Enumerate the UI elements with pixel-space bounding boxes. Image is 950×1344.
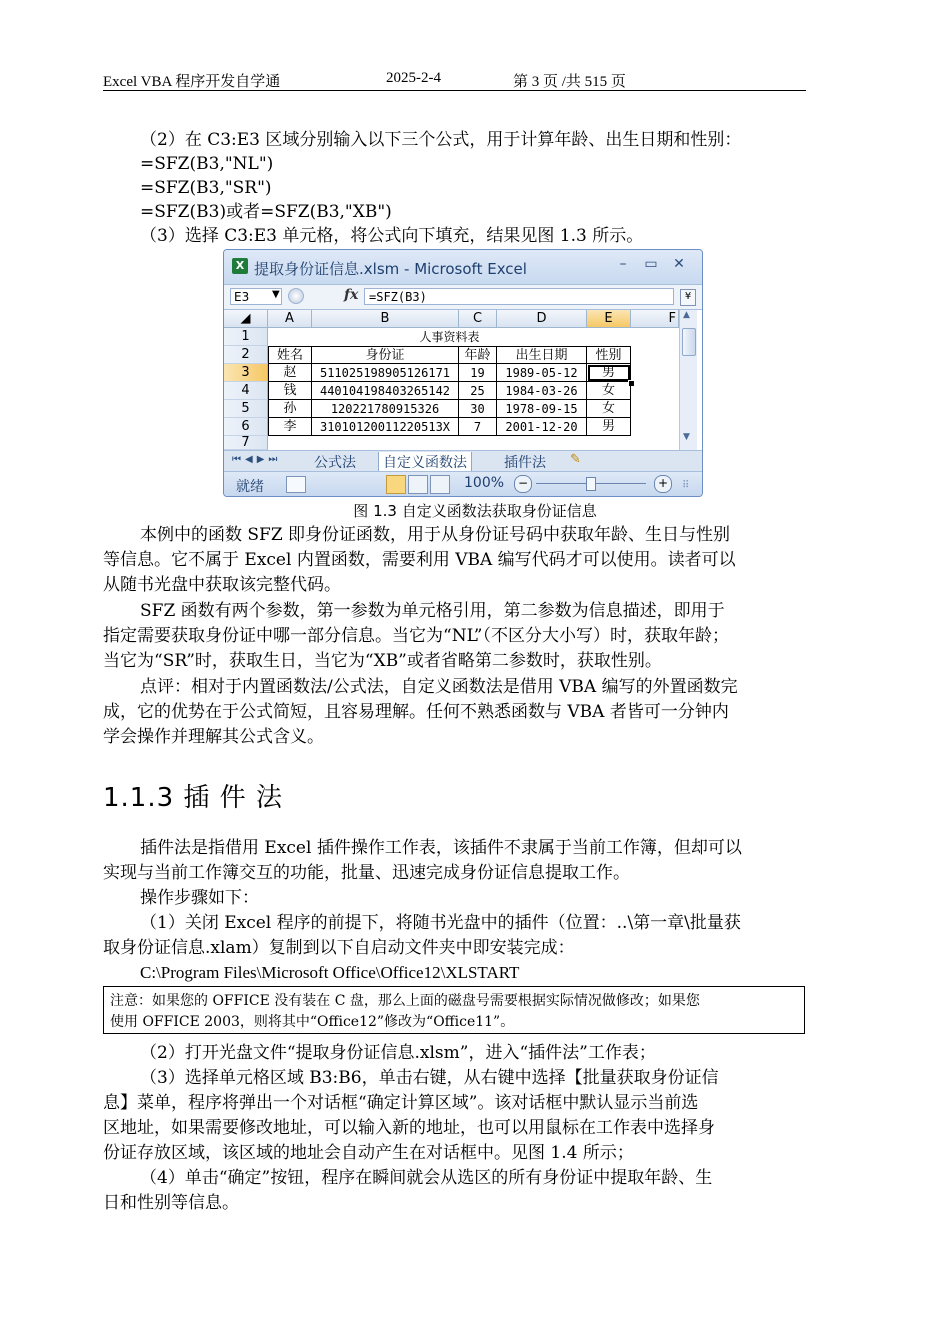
tab-formula[interactable]: 公式法 bbox=[314, 455, 356, 471]
header-cell-birth[interactable]: 出生日期 bbox=[497, 346, 587, 364]
column-header-d[interactable]: D bbox=[497, 310, 587, 328]
fx-icon[interactable]: fx bbox=[344, 287, 359, 303]
para1-line-2: 等信息。它不属于 Excel 内置函数，需要利用 VBA 编写代码才可以使用。读者可以 bbox=[103, 550, 736, 570]
step1-line-2: 取身份证信息.xlam）复制到以下自启动文件夹中即安装完成： bbox=[103, 938, 575, 958]
intro-line-1: （2）在 C3:E3 区域分别输入以下三个公式，用于计算年龄、出生日期和性别： bbox=[140, 130, 742, 150]
column-header-a[interactable]: A bbox=[268, 310, 312, 328]
note-box bbox=[103, 986, 805, 1034]
status-bar bbox=[224, 471, 702, 497]
table-cell[interactable]: 1989-05-12 bbox=[497, 364, 587, 382]
status-text: 就绪 bbox=[236, 479, 264, 495]
column-header-c[interactable]: C bbox=[459, 310, 497, 328]
header-cell-age[interactable]: 年龄 bbox=[459, 346, 497, 364]
table-cell[interactable]: 女 bbox=[587, 382, 631, 400]
macro-record-icon[interactable] bbox=[286, 476, 306, 493]
para2-line-2: 指定需要获取身份证中哪一部分信息。当它为“NL”（不区分大小写）时，获取年龄； bbox=[103, 626, 729, 646]
cancel-circle-icon[interactable] bbox=[288, 288, 304, 304]
step2-line: （2）打开光盘文件“提取身份证信息.xlsm”，进入“插件法”工作表； bbox=[140, 1043, 656, 1063]
zoom-in-icon[interactable]: + bbox=[654, 475, 672, 493]
scroll-thumb[interactable] bbox=[682, 328, 696, 356]
table-cell[interactable]: 30 bbox=[459, 400, 497, 418]
column-header-f[interactable]: F bbox=[631, 310, 679, 328]
column-header-b[interactable]: B bbox=[312, 310, 459, 328]
name-box[interactable]: E3 bbox=[230, 288, 282, 305]
header-cell-id[interactable]: 身份证 bbox=[312, 346, 459, 364]
step3-line-2: 息】菜单，程序将弹出一个对话框“确定计算区域”。该对话框中默认显示当前选 bbox=[103, 1093, 699, 1113]
intro-line-4: =SFZ(B3)或者=SFZ(B3,"XB") bbox=[140, 202, 392, 222]
header-rule bbox=[103, 90, 806, 91]
page-break-view-icon[interactable] bbox=[430, 475, 450, 494]
para3-line-2: 成，它的优势在于公式简短，且容易理解。任何不熟悉函数与 VBA 者皆可一分钟内 bbox=[103, 702, 729, 722]
scroll-up-icon[interactable]: ▲ bbox=[683, 310, 690, 320]
page-layout-view-icon[interactable] bbox=[408, 475, 428, 494]
intro-line-2: =SFZ(B3,"NL") bbox=[140, 154, 274, 174]
para4-line-1: 插件法是指借用 Excel 插件操作工作表，该插件不隶属于当前工作簿，但却可以 bbox=[140, 838, 742, 858]
table-cell[interactable]: 440104198403265142 bbox=[312, 382, 459, 400]
insert-sheet-icon[interactable]: ✎ bbox=[570, 452, 581, 467]
table-cell[interactable]: 男 bbox=[587, 418, 631, 436]
para1-line-3: 从随书光盘中获取该完整代码。 bbox=[103, 575, 341, 595]
para4-line-2: 实现与当前工作簿交互的功能，批量、迅速完成身份证信息提取工作。 bbox=[103, 863, 630, 883]
minimize-icon[interactable]: – bbox=[619, 256, 627, 272]
table-title-cell[interactable]: 人事资料表 bbox=[419, 330, 480, 344]
para3-line-3: 学会操作并理解其公式含义。 bbox=[103, 727, 324, 747]
step3-line-3: 区地址，如果需要修改地址，可以输入新的地址，也可以用鼠标在工作表中选择身 bbox=[103, 1118, 715, 1138]
table-cell[interactable]: 钱 bbox=[268, 382, 312, 400]
table-cell[interactable]: 李 bbox=[268, 418, 312, 436]
header-book-title: Excel VBA 程序开发自学通 bbox=[103, 74, 281, 90]
header-cell-gender[interactable]: 性别 bbox=[587, 346, 631, 364]
worksheet-grid bbox=[224, 310, 702, 450]
row-header-5[interactable]: 5 bbox=[224, 400, 268, 418]
header-cell-name[interactable]: 姓名 bbox=[268, 346, 312, 364]
step4-line-1: （4）单击“确定”按钮，程序在瞬间就会从选区的所有身份证中提取年龄、生 bbox=[140, 1168, 713, 1188]
section-heading: 1.1.3 插 件 法 bbox=[103, 783, 283, 813]
row-header-6[interactable]: 6 bbox=[224, 418, 268, 436]
excel-title-bar bbox=[224, 250, 702, 284]
excel-logo-icon: X bbox=[232, 258, 248, 274]
expand-formula-icon[interactable]: ¥ bbox=[680, 289, 696, 306]
para1-line-1: 本例中的函数 SFZ 即身份证函数，用于从身份证号码中获取年龄、生日与性别 bbox=[140, 525, 731, 545]
step3-line-1: （3）选择单元格区域 B3:B6，单击右键，从右键中选择【批量获取身份证信 bbox=[140, 1068, 719, 1088]
install-path: C:\Program Files\Microsoft Office\Office12\XLSTART bbox=[140, 963, 520, 982]
header-date: 2025-2-4 bbox=[386, 70, 441, 86]
normal-view-icon[interactable] bbox=[386, 475, 406, 494]
table-cell[interactable]: 孙 bbox=[268, 400, 312, 418]
row-header-1[interactable]: 1 bbox=[224, 328, 268, 346]
tab-plugin[interactable]: 插件法 bbox=[504, 455, 546, 471]
column-header-e[interactable]: E bbox=[587, 310, 631, 328]
table-cell[interactable]: 511025198905126171 bbox=[312, 364, 459, 382]
step1-line-1: （1）关闭 Excel 程序的前提下，将随书光盘中的插件（位置：..\第一章\批量获 bbox=[140, 913, 741, 933]
step4-line-2: 日和性别等信息。 bbox=[103, 1193, 239, 1213]
vertical-scrollbar[interactable] bbox=[679, 310, 697, 450]
zoom-out-icon[interactable]: − bbox=[514, 475, 532, 493]
sheet-nav-icon[interactable]: ⏮◀▶⏭ bbox=[232, 454, 282, 465]
table-cell[interactable]: 19 bbox=[459, 364, 497, 382]
close-icon[interactable]: ✕ bbox=[673, 256, 685, 272]
row-header-3[interactable]: 3 bbox=[224, 364, 268, 382]
row-header-7[interactable]: 7 bbox=[224, 436, 268, 450]
intro-line-5: （3）选择 C3:E3 单元格，将公式向下填充，结果见图 1.3 所示。 bbox=[140, 226, 644, 246]
table-cell[interactable]: 120221780915326 bbox=[312, 400, 459, 418]
para3-line-1: 点评：相对于内置函数法/公式法，自定义函数法是借用 VBA 编写的外置函数完 bbox=[140, 677, 738, 697]
row-header-2[interactable]: 2 bbox=[224, 346, 268, 364]
table-cell[interactable]: 2001-12-20 bbox=[497, 418, 587, 436]
excel-screenshot bbox=[223, 249, 703, 497]
formula-input[interactable]: =SFZ(B3) bbox=[364, 288, 674, 305]
row-header-4[interactable]: 4 bbox=[224, 382, 268, 400]
note-line-1: 注意：如果您的 OFFICE 没有装在 C 盘，那么上面的磁盘号需要根据实际情况做修改；如果您 bbox=[110, 993, 700, 1009]
tab-custom-function[interactable]: 自定义函数法 bbox=[378, 452, 472, 472]
scroll-down-icon[interactable]: ▼ bbox=[683, 432, 690, 442]
table-cell[interactable]: 31010120011220513X bbox=[312, 418, 459, 436]
note-line-2: 使用 OFFICE 2003，则将其中“Office12”修改为“Office11”。 bbox=[110, 1014, 515, 1030]
excel-window-title: 提取身份证信息.xlsm - Microsoft Excel bbox=[254, 260, 527, 278]
zoom-slider-thumb[interactable] bbox=[586, 477, 596, 491]
steps-intro: 操作步骤如下： bbox=[140, 888, 259, 908]
name-box-dropdown-icon[interactable]: ▼ bbox=[272, 289, 280, 300]
figure-caption: 图 1.3 自定义函数法获取身份证信息 bbox=[353, 502, 597, 520]
sheet-tab-bar bbox=[224, 450, 702, 471]
table-cell[interactable]: 女 bbox=[587, 400, 631, 418]
maximize-icon[interactable]: ▭ bbox=[644, 256, 658, 272]
active-cell-e3[interactable]: 男 bbox=[587, 364, 631, 382]
table-cell[interactable]: 1984-03-26 bbox=[497, 382, 587, 400]
select-all-corner[interactable]: ◢ bbox=[224, 310, 268, 328]
step3-line-4: 份证存放区域，该区域的地址会自动产生在对话框中。见图 1.4 所示； bbox=[103, 1143, 634, 1163]
header-page-info: 第 3 页 /共 515 页 bbox=[513, 74, 626, 90]
para2-line-1: SFZ 函数有两个参数，第一参数为单元格引用，第二参数为信息描述，即用于 bbox=[140, 601, 725, 621]
para2-line-3: 当它为“SR”时，获取生日，当它为“XB”或者省略第二参数时，获取性别。 bbox=[103, 651, 662, 671]
table-cell[interactable]: 赵 bbox=[268, 364, 312, 382]
formula-bar bbox=[224, 284, 702, 310]
resize-grip-icon[interactable]: ⠿ bbox=[682, 480, 690, 491]
table-cell[interactable]: 25 bbox=[459, 382, 497, 400]
zoom-level[interactable]: 100% bbox=[464, 475, 505, 491]
table-cell[interactable]: 1978-09-15 bbox=[497, 400, 587, 418]
table-cell[interactable]: 7 bbox=[459, 418, 497, 436]
intro-line-3: =SFZ(B3,"SR") bbox=[140, 178, 272, 198]
